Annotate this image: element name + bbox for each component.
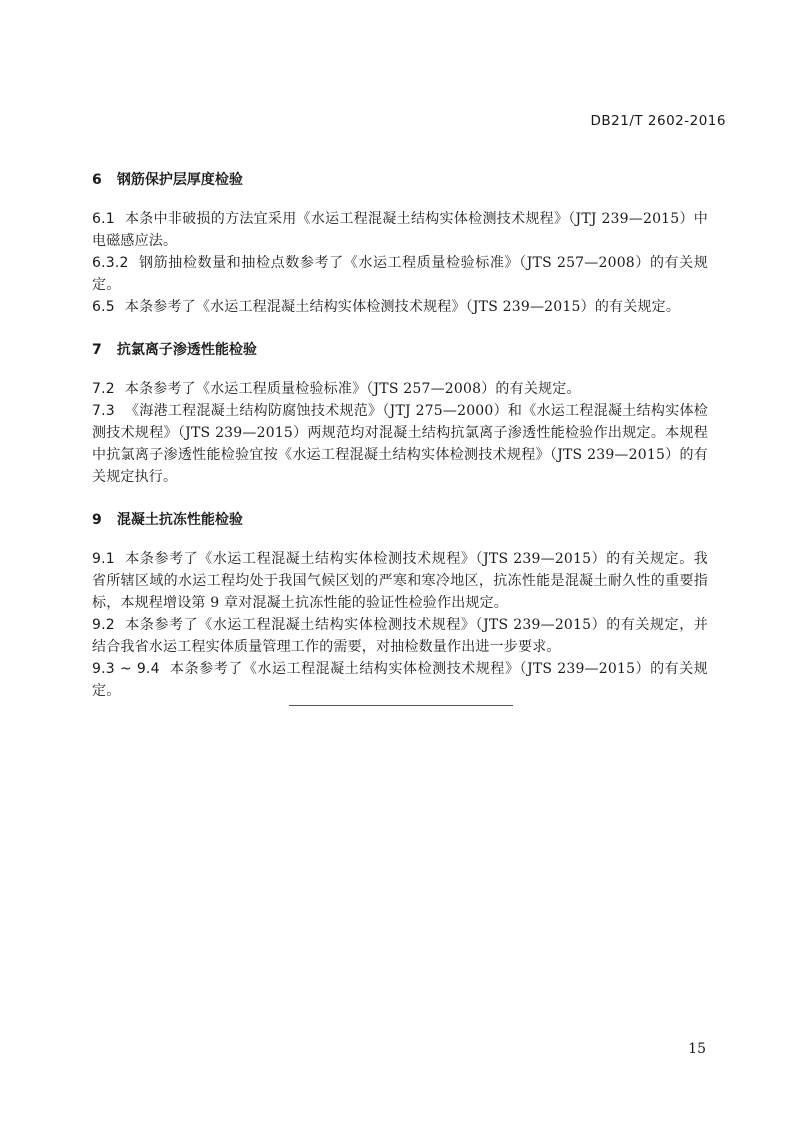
clause-text: 本条参考了《水运工程质量检验标准》（JTS 257—2008）的有关规定。	[124, 381, 581, 397]
clause-7-3	[92, 400, 708, 488]
clause-9-3-9-4	[92, 658, 708, 702]
clause-text: 《海港工程混凝土结构防腐蚀技术规范》（JTJ 275—2000）和《水运工程混凝土结构实体检测技术规程》（JTS 239—2015）两规范均对混凝土结构抗氯离子渗透性能检验作出规定。本规程中抗氯离子渗透性能检验宜按《水运工程混凝土结构实体检测技术规程》（JTS 239—2015）的有关规定执行。	[92, 403, 708, 485]
document-body	[92, 170, 708, 716]
clause-6-1	[92, 208, 708, 252]
clause-text: 本条参考了《水运工程混凝土结构实体检测技术规程》（JTS 239—2015）的有关规定。	[124, 299, 681, 315]
section-9	[92, 510, 708, 702]
clause-7-2	[92, 378, 708, 400]
section-6	[92, 170, 708, 318]
clause-text: 本条参考了《水运工程混凝土结构实体检测技术规程》（JTS 239—2015）的有关规定，并结合我省水运工程实体质量管理工作的需要，对抽检数量作出进一步要求。	[92, 617, 708, 655]
clause-number: 7.3	[92, 403, 115, 419]
clause-number: 9.2	[92, 617, 115, 633]
clause-number: 9.3 ~ 9.4	[92, 661, 160, 677]
clause-9-1	[92, 548, 708, 614]
clause-text: 本条参考了《水运工程混凝土结构实体检测技术规程》（JTS 239—2015）的有关规定。	[92, 661, 708, 699]
clause-number: 6.3.2	[92, 255, 129, 271]
section-number: 9	[92, 512, 102, 528]
section-title: 抗氯离子渗透性能检验	[116, 342, 257, 358]
section-number: 6	[92, 172, 102, 188]
clause-number: 7.2	[92, 381, 115, 397]
clause-number: 6.1	[92, 211, 115, 227]
section-heading	[92, 170, 708, 190]
end-divider	[289, 705, 513, 706]
clause-text: 本条参考了《水运工程混凝土结构实体检测技术规程》（JTS 239—2015）的有关规定。我省所辖区域的水运工程均处于我国气候区划的严寒和寒冷地区，抗冻性能是混凝土耐久性的重要指标，本规程增设第 9 章对混凝土抗冻性能的验证性检验作出规定。	[92, 551, 708, 611]
section-heading	[92, 510, 708, 530]
clause-number: 6.5	[92, 299, 115, 315]
clause-number: 9.1	[92, 551, 115, 567]
section-title: 混凝土抗冻性能检验	[116, 512, 243, 528]
page-number: 15	[688, 1041, 706, 1057]
clause-text: 本条中非破损的方法宜采用《水运工程混凝土结构实体检测技术规程》（JTJ 239—2015）中电磁感应法。	[92, 211, 708, 249]
section-number: 7	[92, 342, 102, 358]
section-7	[92, 340, 708, 488]
section-title: 钢筋保护层厚度检验	[116, 172, 243, 188]
clause-text: 钢筋抽检数量和抽检点数参考了《水运工程质量检验标准》（JTS 257—2008）的有关规定。	[92, 255, 708, 293]
clause-9-2	[92, 614, 708, 658]
clause-6-5	[92, 296, 708, 318]
section-heading	[92, 340, 708, 360]
clause-6-3-2	[92, 252, 708, 296]
document-code: DB21/T 2602-2016	[590, 113, 726, 129]
